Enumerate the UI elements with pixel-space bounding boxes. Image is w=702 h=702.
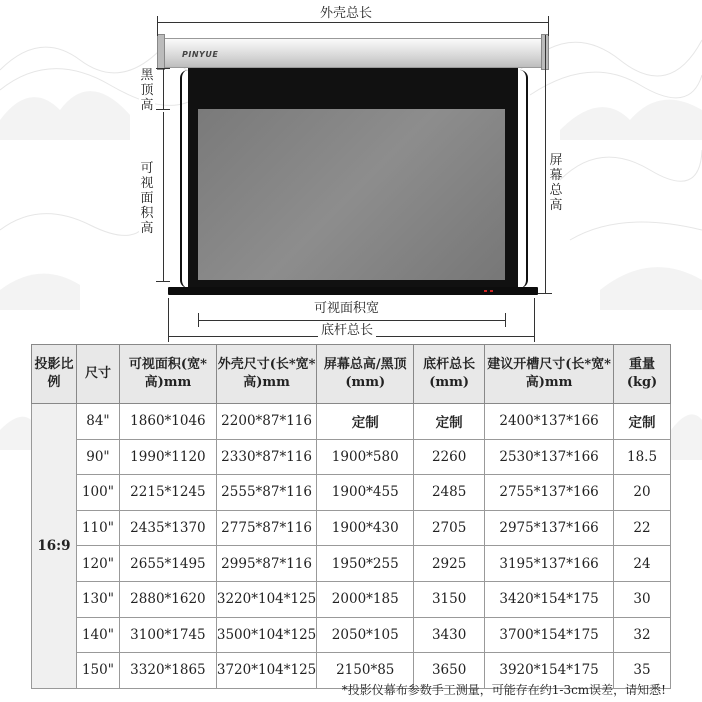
cell-weight: 24 (614, 546, 671, 582)
cell-housing: 2555*87*116 (216, 475, 316, 511)
cell-housing: 2775*87*116 (216, 510, 316, 546)
footnote: *投影仪幕布参数手工测量，可能存在约1-3cm误差，请知悉! (341, 683, 666, 697)
cell-visible: 2655*1495 (119, 546, 216, 582)
cell-weight: 定制 (614, 404, 671, 440)
bottom-bar-indicator-2 (490, 290, 493, 292)
cell-screen: 2000*185 (317, 581, 414, 617)
cell-weight: 22 (614, 510, 671, 546)
dim-tick-black-top-b (156, 109, 170, 110)
dim-line-outer-length (157, 22, 548, 23)
cell-screen: 1950*255 (317, 546, 414, 582)
header-housing: 外壳尺寸(长*宽*高)mm (216, 345, 316, 404)
cell-bar: 3150 (414, 581, 485, 617)
cell-size: 90" (76, 439, 119, 475)
cell-bar: 2705 (414, 510, 485, 546)
dim-tick-screen-height-b (538, 293, 552, 294)
cell-visible: 3100*1745 (119, 617, 216, 653)
dim-line-visible-height (163, 112, 164, 281)
cell-weight: 32 (614, 617, 671, 653)
cell-housing: 2200*87*116 (216, 404, 316, 440)
table-header-row (32, 345, 671, 404)
table-row (32, 439, 671, 475)
cell-slot: 2530*137*166 (485, 439, 614, 475)
cell-size: 120" (76, 546, 119, 582)
label-visible-area-height: 可视面积高 (140, 161, 154, 236)
cell-screen: 1900*430 (317, 510, 414, 546)
label-black-top-height: 黑顶高 (140, 68, 154, 113)
cell-slot: 3920*154*175 (485, 653, 614, 689)
cell-visible: 1990*1120 (119, 439, 216, 475)
cell-slot: 3195*137*166 (485, 546, 614, 582)
cell-housing: 3720*104*125 (216, 653, 316, 689)
header-screen-height: 屏幕总高/黑顶(mm) (317, 345, 414, 404)
label-bottom-bar-length: 底杆总长 (318, 324, 376, 338)
label-visible-area-width: 可视面积宽 (311, 302, 382, 316)
cell-screen: 2150*85 (317, 653, 414, 689)
cell-visible: 1860*1046 (119, 404, 216, 440)
cell-visible: 2435*1370 (119, 510, 216, 546)
header-size: 尺寸 (76, 345, 119, 404)
cell-weight: 30 (614, 581, 671, 617)
cell-bar: 2260 (414, 439, 485, 475)
bottom-bar-indicator (484, 290, 487, 292)
header-bar-length: 底杆总长(mm) (414, 345, 485, 404)
cell-visible: 2880*1620 (119, 581, 216, 617)
dim-line-visible-width (198, 320, 505, 321)
cell-screen: 1900*580 (317, 439, 414, 475)
cell-slot: 2755*137*166 (485, 475, 614, 511)
cell-housing: 3220*104*125 (216, 581, 316, 617)
dim-tick-black-top-a (156, 68, 170, 69)
ratio-cell: 16:9 (32, 404, 77, 689)
cell-screen: 1900*455 (317, 475, 414, 511)
label-screen-total-height: 屏幕总高 (549, 153, 563, 213)
dim-tick-outer-right (548, 16, 549, 36)
dim-tick-outer-left (157, 16, 158, 36)
cell-slot: 3420*154*175 (485, 581, 614, 617)
cell-housing: 2995*87*116 (216, 546, 316, 582)
header-slot: 建议开槽尺寸(长*宽*高)mm (485, 345, 614, 404)
header-weight: 重量(kg) (614, 345, 671, 404)
table-row (32, 617, 671, 653)
cell-weight: 20 (614, 475, 671, 511)
cell-slot: 3700*154*175 (485, 617, 614, 653)
cell-size: 100" (76, 475, 119, 511)
cell-slot: 2400*137*166 (485, 404, 614, 440)
cell-bar: 2925 (414, 546, 485, 582)
table-row (32, 475, 671, 511)
cell-bar: 定制 (414, 404, 485, 440)
cell-weight: 35 (614, 653, 671, 689)
cell-size: 150" (76, 653, 119, 689)
bottom-bar (168, 287, 538, 295)
dim-tick-bar-r (534, 298, 535, 342)
cell-screen: 定制 (317, 404, 414, 440)
table-row (32, 404, 671, 440)
visible-viewing-area (198, 109, 505, 280)
cell-size: 140" (76, 617, 119, 653)
dim-tick-visible-width-r (505, 313, 506, 327)
dim-tick-visible-height-b (156, 281, 170, 282)
cell-size: 84" (76, 404, 119, 440)
cell-screen: 2050*105 (317, 617, 414, 653)
cell-size: 130" (76, 581, 119, 617)
table-row (32, 546, 671, 582)
table-row (32, 581, 671, 617)
cell-size: 110" (76, 510, 119, 546)
brand-logo: PINYUE (182, 50, 219, 59)
cell-visible: 2215*1245 (119, 475, 216, 511)
table-row (32, 510, 671, 546)
cell-housing: 2330*87*116 (216, 439, 316, 475)
cell-housing: 3500*104*125 (216, 617, 316, 653)
cell-slot: 2975*137*166 (485, 510, 614, 546)
cell-visible: 3320*1865 (119, 653, 216, 689)
dim-tick-visible-width-l (198, 313, 199, 327)
cell-bar: 3430 (414, 617, 485, 653)
cell-weight: 18.5 (614, 439, 671, 475)
header-visible-area: 可视面积(宽*高)mm (119, 345, 216, 404)
dim-line-screen-height (545, 35, 546, 293)
label-outer-total-length: 外壳总长 (317, 7, 375, 21)
cell-bar: 3650 (414, 653, 485, 689)
spec-table (31, 344, 671, 689)
header-ratio: 投影比例 (32, 345, 77, 404)
dim-line-black-top (163, 68, 164, 109)
dim-tick-bar-l (168, 298, 169, 342)
cell-bar: 2485 (414, 475, 485, 511)
housing-endcap-left (157, 34, 165, 70)
